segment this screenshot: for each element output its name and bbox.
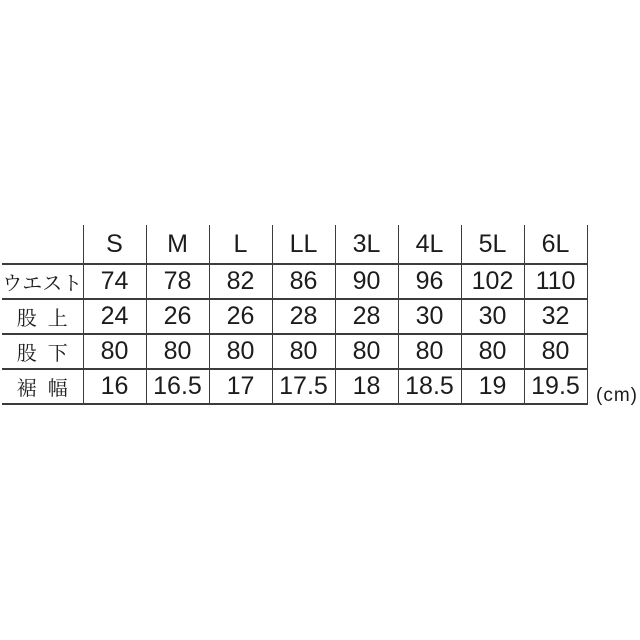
size-column-header: 6L [524,225,587,264]
table-row [2,334,587,369]
size-value-cell: 26 [146,299,209,334]
size-value-cell: 17.5 [272,369,335,404]
size-value-cell: 80 [461,334,524,369]
size-value-cell: 17 [209,369,272,404]
size-value-cell: 18.5 [398,369,461,404]
size-value-cell: 19.5 [524,369,587,404]
size-column-header: LL [272,225,335,264]
size-value-cell: 80 [209,334,272,369]
size-value-cell: 18 [335,369,398,404]
size-value-cell: 80 [272,334,335,369]
table-row [2,369,587,404]
size-chart-body [2,264,587,404]
corner-cell [2,225,83,264]
size-value-cell: 90 [335,264,398,299]
size-column-header: S [83,225,146,264]
size-value-cell: 28 [335,299,398,334]
size-value-cell: 74 [83,264,146,299]
size-value-cell: 86 [272,264,335,299]
size-value-cell: 28 [272,299,335,334]
row-label: 股下 [2,334,83,369]
unit-label: (cm) [596,385,638,406]
size-value-cell: 102 [461,264,524,299]
size-column-header: L [209,225,272,264]
size-value-cell: 80 [398,334,461,369]
size-value-cell: 80 [335,334,398,369]
size-chart-header [2,225,587,264]
size-value-cell: 16.5 [146,369,209,404]
size-value-cell: 30 [398,299,461,334]
size-value-cell: 24 [83,299,146,334]
table-row [2,264,587,299]
size-value-cell: 110 [524,264,587,299]
size-value-cell: 78 [146,264,209,299]
size-chart-table [2,225,588,405]
row-label: 裾幅 [2,369,83,404]
size-value-cell: 96 [398,264,461,299]
table-row [2,299,587,334]
size-value-cell: 80 [83,334,146,369]
row-label: ウエスト [2,264,83,299]
size-value-cell: 80 [146,334,209,369]
size-value-cell: 32 [524,299,587,334]
size-value-cell: 26 [209,299,272,334]
size-column-header: 4L [398,225,461,264]
size-value-cell: 30 [461,299,524,334]
size-value-cell: 82 [209,264,272,299]
size-value-cell: 19 [461,369,524,404]
size-value-cell: 80 [524,334,587,369]
size-column-header: 3L [335,225,398,264]
size-column-header: 5L [461,225,524,264]
size-column-header: M [146,225,209,264]
size-header-row [2,225,587,264]
row-label: 股上 [2,299,83,334]
size-value-cell: 16 [83,369,146,404]
